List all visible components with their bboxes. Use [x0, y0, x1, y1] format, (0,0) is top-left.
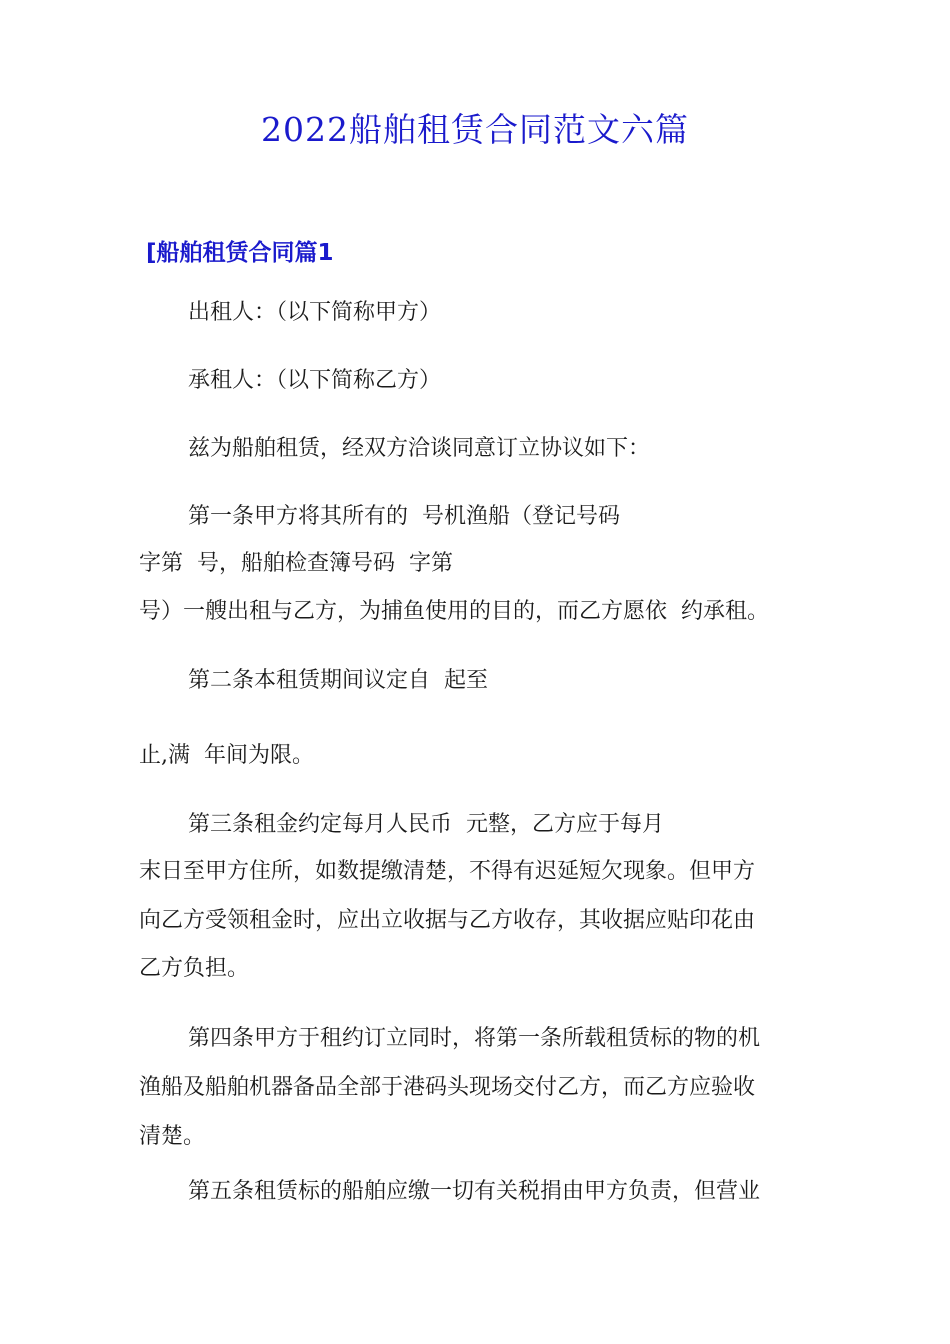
- paragraph-lessee: 承租人：（以下简称乙方）: [188, 368, 442, 393]
- article-5-line-1: 第五条租赁标的船舶应缴一切有关税捐由甲方负责，但营业: [188, 1179, 761, 1204]
- article-1-line-3: 号）一艘出租与乙方，为捕鱼使用的目的，而乙方愿依 约承租。: [139, 599, 769, 624]
- paragraph-intro: 兹为船舶租赁，经双方洽谈同意订立协议如下：: [188, 436, 651, 461]
- article-1-line-2: 字第 号，船舶检查簿号码 字第: [139, 551, 453, 576]
- article-3-line-1: 第三条租金约定每月人民币 元整，乙方应于每月: [188, 812, 664, 837]
- section-heading: [船舶租赁合同篇1: [146, 240, 334, 266]
- article-3-line-4: 乙方负担。: [139, 956, 250, 981]
- paragraph-lessor: 出租人：（以下简称甲方）: [188, 300, 442, 325]
- article-3-line-2: 末日至甲方住所，如数提缴清楚，不得有迟延短欠现象。但甲方: [139, 859, 756, 884]
- document-title: 2022船舶租赁合同范文六篇: [261, 110, 689, 149]
- article-3-line-3: 向乙方受领租金时，应出立收据与乙方收存，其收据应贴印花由: [139, 908, 756, 933]
- article-4-line-3: 清楚。: [139, 1124, 206, 1149]
- article-4-line-1: 第四条甲方于租约订立同时，将第一条所载租赁标的物的机: [188, 1026, 761, 1051]
- article-2-line-1: 第二条本租赁期间议定自 起至: [188, 668, 488, 693]
- article-1-line-1: 第一条甲方将其所有的 号机渔船（登记号码: [188, 504, 620, 529]
- article-2-line-2: 止,满 年间为限。: [139, 743, 314, 768]
- article-4-line-2: 渔船及船舶机器备品全部于港码头现场交付乙方，而乙方应验收: [139, 1075, 756, 1100]
